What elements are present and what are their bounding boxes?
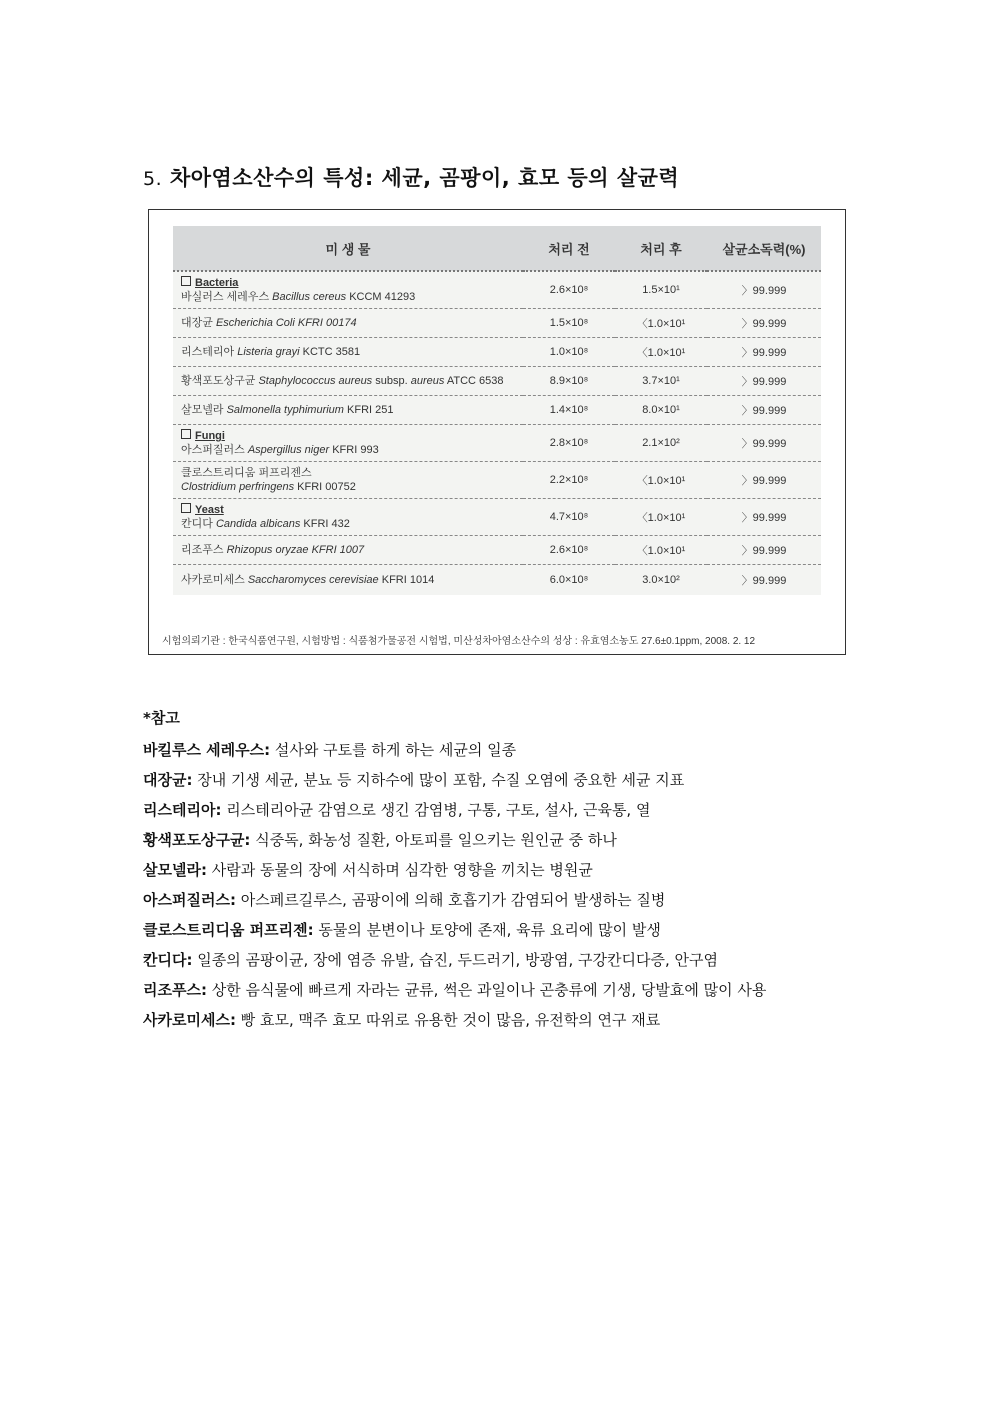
page-title bbox=[143, 162, 679, 192]
header-rate: 살균소독력(%) bbox=[707, 226, 821, 271]
table-row bbox=[173, 565, 821, 596]
section-title: 차아염소산수의 특성: 세균, 곰팡이, 효모 등의 살균력 bbox=[169, 166, 680, 190]
header-before: 처리 전 bbox=[523, 226, 615, 271]
note-item: 사카로미세스: 빵 효모, 맥주 효모 따위로 유용한 것이 많음, 유전학의 연구 재료 bbox=[143, 1011, 661, 1029]
table-row bbox=[173, 271, 821, 309]
organism-cell: 황색포도상구균 Staphylococcus aureus subsp. aureus ATCC 6538 bbox=[173, 367, 523, 396]
test-source-note: 시험의뢰기관 : 한국식품연구원, 시험방법 : 식품첨가물공전 시험법, 미산성차아염소산수의 성상 : 유효염소농도 27.6±0.1ppm, 2008. 2. 12 bbox=[162, 636, 756, 647]
before-cell: 4.7×10⁸ bbox=[523, 499, 615, 536]
table-row bbox=[173, 309, 821, 338]
note-item: 대장균: 장내 기생 세균, 분뇨 등 지하수에 많이 포함, 수질 오염에 중요한 세균 지표 bbox=[143, 771, 685, 789]
rate-cell: 〉99.999 bbox=[707, 499, 821, 536]
rate-cell: 〉99.999 bbox=[707, 309, 821, 338]
group-label: Bacteria bbox=[181, 276, 515, 290]
before-cell: 1.5×10⁸ bbox=[523, 309, 615, 338]
table-row bbox=[173, 462, 821, 499]
after-cell: 3.7×10¹ bbox=[615, 367, 707, 396]
header-microorganism: 미 생 물 bbox=[173, 226, 523, 271]
table-row bbox=[173, 396, 821, 425]
organism-cell: Bacteria 바실러스 세레우스 Bacillus cereus KCCM 41293 bbox=[173, 271, 523, 309]
before-cell: 2.2×10⁸ bbox=[523, 462, 615, 499]
rate-cell: 〉99.999 bbox=[707, 425, 821, 462]
section-number: 5. bbox=[143, 168, 163, 190]
rate-cell: 〉99.999 bbox=[707, 367, 821, 396]
table-row bbox=[173, 338, 821, 367]
after-cell: 〈1.0×10¹ bbox=[615, 536, 707, 565]
before-cell: 6.0×10⁸ bbox=[549, 574, 589, 586]
note-item: 칸디다: 일종의 곰팡이균, 장에 염증 유발, 습진, 두드러기, 방광염, 구강칸디다증, 안구염 bbox=[143, 951, 718, 969]
after-cell: 〈1.0×10¹ bbox=[615, 309, 707, 338]
note-item: 리스테리아: 리스테리아균 감염으로 생긴 감염병, 구통, 구토, 설사, 근육통, 열 bbox=[143, 801, 651, 819]
after-cell: 〈1.0×10¹ bbox=[615, 462, 707, 499]
after-cell: 1.5×10¹ bbox=[615, 271, 707, 309]
after-cell: 2.1×10² bbox=[615, 425, 707, 462]
rate-cell: 〉99.999 bbox=[707, 271, 821, 309]
organism-cell: 리스테리아 Listeria grayi KCTC 3581 bbox=[173, 338, 523, 367]
sterilization-table-figure bbox=[148, 209, 846, 655]
table-row bbox=[173, 367, 821, 396]
before-cell: 2.8×10⁸ bbox=[523, 425, 615, 462]
organism-cell: 살모넬라 Salmonella typhimurium KFRI 251 bbox=[173, 396, 523, 425]
rate-cell: 〉99.999 bbox=[741, 575, 787, 587]
rate-cell: 〉99.999 bbox=[707, 338, 821, 367]
table-header-row bbox=[173, 226, 821, 271]
organism-cell: 리조푸스 Rhizopus oryzae KFRI 1007 bbox=[173, 536, 523, 565]
rate-cell: 〉99.999 bbox=[707, 396, 821, 425]
note-item: 바킬루스 세레우스: 설사와 구토를 하게 하는 세균의 일종 bbox=[143, 741, 517, 759]
checkbox-square-icon bbox=[181, 429, 191, 439]
organism-cell: Yeast 칸디다 Candida albicans KFRI 432 bbox=[173, 499, 523, 536]
organism-cell: Fungi 아스퍼질러스 Aspergillus niger KFRI 993 bbox=[173, 425, 523, 462]
sterilization-table bbox=[173, 226, 821, 595]
after-cell: 8.0×10¹ bbox=[615, 396, 707, 425]
note-item: 리조푸스: 상한 음식물에 빠르게 자라는 균류, 썩은 과일이나 곤충류에 기생, 당발효에 많이 사용 bbox=[143, 981, 767, 999]
after-cell: 〈1.0×10¹ bbox=[615, 338, 707, 367]
organism-cell: 대장균 Escherichia Coli KFRI 00174 bbox=[173, 309, 523, 338]
after-cell: 〈1.0×10¹ bbox=[615, 499, 707, 536]
table-row bbox=[173, 536, 821, 565]
table-row bbox=[173, 425, 821, 462]
before-cell: 8.9×10⁸ bbox=[523, 367, 615, 396]
group-label: Fungi bbox=[181, 429, 515, 443]
note-item: 황색포도상구균: 식중독, 화농성 질환, 아토피를 일으키는 원인균 중 하나 bbox=[143, 831, 617, 849]
header-after: 처리 후 bbox=[615, 226, 707, 271]
checkbox-square-icon bbox=[181, 276, 191, 286]
group-label: Yeast bbox=[181, 503, 515, 517]
note-item: 아스퍼질러스: 아스페르길루스, 곰팡이에 의해 호흡기가 감염되어 발생하는 질병 bbox=[143, 891, 666, 909]
organism-cell: 사카로미세스 Saccharomyces cerevisiae KFRI 1014 bbox=[181, 574, 435, 586]
rate-cell: 〉99.999 bbox=[707, 536, 821, 565]
rate-cell: 〉99.999 bbox=[707, 462, 821, 499]
after-cell: 3.0×10² bbox=[642, 574, 680, 586]
organism-cell: 클로스트리디움 퍼프리젠스 Clostridium perfringens KFRI 00752 bbox=[173, 462, 523, 499]
before-cell: 1.4×10⁸ bbox=[523, 396, 615, 425]
checkbox-square-icon bbox=[181, 503, 191, 513]
reference-notes bbox=[143, 703, 863, 1035]
before-cell: 2.6×10⁸ bbox=[523, 536, 615, 565]
before-cell: 2.6×10⁸ bbox=[523, 271, 615, 309]
before-cell: 1.0×10⁸ bbox=[523, 338, 615, 367]
notes-heading: *참고 bbox=[143, 709, 180, 727]
table-row bbox=[173, 499, 821, 536]
note-item: 클로스트리디움 퍼프리젠: 동물의 분변이나 토양에 존재, 육류 요리에 많이 발생 bbox=[143, 921, 661, 939]
note-item: 살모넬라: 사람과 동물의 장에 서식하며 심각한 영향을 끼치는 병원균 bbox=[143, 861, 593, 879]
